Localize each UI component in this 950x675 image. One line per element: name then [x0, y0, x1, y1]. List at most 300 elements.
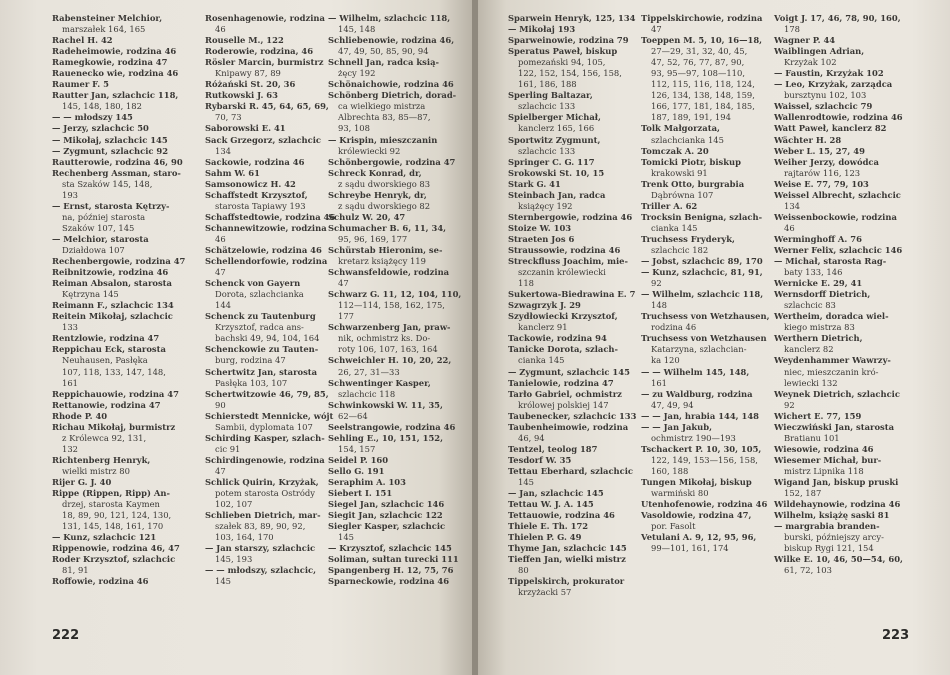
index-line: — Melchior, starosta: [52, 233, 149, 244]
index-line: 187, 189, 191, 194: [651, 112, 731, 123]
index-line: roty 106, 107, 163, 164: [338, 344, 438, 355]
index-line: Schertwitz Jan, starosta: [205, 366, 318, 377]
index-line: Schulz W. 20, 47: [328, 211, 406, 222]
index-line: Werminghoff A. 76: [774, 233, 862, 244]
index-line: Schenck zu Tautenburg: [205, 311, 316, 322]
index-line: Weiher Jerzy, dowódca: [774, 156, 879, 167]
index-line: niec, mieszczanin kró-: [784, 366, 879, 377]
index-line: 160, 188: [651, 465, 689, 476]
index-line: 61, 72, 103: [784, 565, 832, 576]
index-line: 92: [651, 278, 662, 289]
index-line: Voigt J. 17, 46, 78, 90, 160,: [774, 13, 901, 23]
index-line: 47, 49, 50, 85, 90, 94: [338, 46, 429, 57]
index-line: 161: [62, 377, 78, 388]
index-line: cianka 145: [518, 355, 565, 366]
index-line: 70, 73: [215, 112, 242, 123]
index-line: Pasłęka 103, 107: [215, 377, 288, 388]
index-line: Rechenbergowie, rodzina 47: [52, 256, 186, 267]
index-line: Tackowie, rodzina 94: [508, 333, 607, 344]
index-line: — Jan starszy, szlachcic: [205, 543, 316, 554]
index-line: Rosenhagenowie, rodzina: [205, 13, 325, 23]
index-line: starosta Tapiawy 193: [215, 200, 306, 211]
index-line: wielki mistrz 80: [62, 465, 130, 476]
index-line: Streckfluss Joachim, mie-: [508, 256, 628, 267]
index-line: Srokowski St. 10, 15: [508, 167, 605, 178]
index-line: Soliman, sułtan turecki 111: [328, 554, 459, 565]
index-line: Działdowa 107: [62, 244, 125, 255]
index-line: Taubenecker, szlachcic 133: [508, 410, 637, 421]
index-line: 47: [338, 278, 349, 289]
index-line: Tomicki Piotr, biskup: [641, 156, 741, 167]
index-line: 126, 134, 138, 148, 159,: [651, 90, 755, 101]
index-line: królewiecki 92: [338, 145, 401, 156]
index-line: warmiński 80: [651, 488, 709, 499]
index-line: Schumacher B. 6, 11, 34,: [328, 222, 447, 233]
index-line: — Jobst, szlachcic 89, 170: [641, 256, 763, 267]
index-line: Siebert I. 151: [328, 488, 393, 499]
index-line: 62—64: [338, 410, 368, 421]
index-column: [205, 13, 339, 587]
index-line: 47, 52, 76, 77, 87, 90,: [651, 57, 745, 68]
index-line: Szaków 107, 145: [62, 222, 135, 233]
index-column: [328, 13, 462, 587]
index-line: 131, 145, 148, 161, 170: [62, 521, 164, 532]
index-line: Rybarski R. 45, 64, 65, 69,: [205, 101, 329, 112]
index-line: 46, 94: [518, 432, 545, 443]
index-line: Reibnitzowie, rodzina 46: [52, 267, 169, 278]
index-line: Rautter Jan, szlachcic 118,: [52, 90, 179, 101]
index-line: Tippelskirchowie, rodzina: [641, 13, 763, 23]
index-line: Schenck von Gayern: [205, 278, 301, 289]
index-line: cic 91: [215, 443, 241, 454]
index-line: 80: [518, 565, 529, 576]
index-line: Rettanowie, rodzina 47: [52, 399, 161, 410]
index-line: Schenckowie zu Tauten-: [205, 344, 319, 355]
index-line: Schierstedt Mennicke, wójt: [205, 410, 334, 421]
index-line: por. Fasolt: [651, 521, 696, 532]
index-line: Rouselle M., 122: [205, 35, 284, 46]
index-line: Wiesemer Michał, bur-: [774, 454, 882, 465]
index-line: Utenhofenowie, rodzina 46: [641, 499, 768, 510]
index-line: 93, 108: [338, 123, 370, 134]
index-line: Schreck Konrad, dr,: [328, 167, 422, 178]
index-line: 27—29, 31, 32, 40, 45,: [651, 46, 748, 57]
index-line: Truchsess von Wetzhausen,: [641, 311, 770, 322]
index-line: burski, późniejszy arcy-: [784, 532, 884, 543]
index-line: Samsonowicz H. 42: [205, 178, 296, 189]
index-line: — Mikołaj 193: [508, 24, 576, 35]
index-line: Tieffen Jan, wielki mistrz: [508, 554, 626, 565]
index-line: Spangenberg H. 12, 75, 76: [328, 565, 454, 576]
index-line: marszałek 164, 165: [62, 24, 146, 35]
index-line: Wernicke E. 29, 41: [774, 278, 863, 289]
index-line: Kętrzyna 145: [62, 289, 119, 300]
index-line: Speratus Paweł, biskup: [508, 46, 618, 57]
index-line: 161, 186, 188: [518, 79, 577, 90]
index-line: 26, 27, 31—33: [338, 366, 400, 377]
index-line: 81, 91: [62, 565, 89, 576]
index-line: Truchsess von Wetzhausen: [641, 333, 767, 344]
index-line: szlachcic 83: [784, 300, 836, 311]
index-line: z Królewca 92, 131,: [62, 432, 147, 443]
index-line: 112—114, 158, 162, 175,: [338, 300, 445, 311]
index-line: Rautterowie, rodzina 46, 90: [52, 156, 183, 167]
index-line: 145: [518, 476, 534, 487]
index-line: 144: [215, 300, 231, 311]
index-line: — Faustin, Krzyżak 102: [774, 68, 884, 79]
index-line: Richtenberg Henryk,: [52, 454, 151, 465]
index-line: 122, 152, 154, 156, 158,: [518, 68, 622, 79]
index-line: Weynek Dietrich, szlachcic: [774, 388, 900, 399]
index-line: Toeppen M. 5, 10, 16—18,: [641, 35, 763, 46]
index-line: mistrz Lipnika 118: [784, 465, 864, 476]
index-line: 132: [62, 443, 78, 454]
index-line: — Wilhelm, szlachcic 118,: [641, 289, 764, 300]
index-line: Tolk Małgorzata,: [641, 123, 720, 134]
index-line: Rippe (Rippen, Ripp) An-: [52, 488, 170, 499]
index-line: 134: [784, 200, 800, 211]
index-line: kanclerz 165, 166: [518, 123, 595, 134]
index-line: Waiblingen Adrian,: [774, 46, 865, 57]
index-line: Weydenhammer Wawrzy-: [774, 355, 891, 366]
index-line: Różański St. 20, 36: [205, 79, 296, 90]
index-line: Tanielowie, rodzina 47: [508, 377, 614, 388]
index-line: Knipawy 87, 89: [215, 68, 281, 79]
index-line: szlachcic 133: [518, 145, 576, 156]
index-line: Springer C. G. 117: [508, 156, 595, 167]
index-line: Schannewitzowie, rodzina: [205, 222, 327, 233]
index-line: — — młodszy, szlachcic,: [205, 565, 317, 576]
index-line: Seraphim A. 103: [328, 476, 406, 487]
index-line: — — młodszy 145: [52, 112, 133, 123]
index-line: 47, 49, 94: [651, 399, 694, 410]
index-column: [641, 13, 775, 554]
index-line: Schnell Jan, radca ksią-: [328, 57, 439, 68]
index-line: 154, 157: [338, 443, 376, 454]
index-line: Wagner P. 44: [774, 35, 836, 46]
index-line: Wichert E. 77, 159: [774, 410, 862, 421]
index-line: Raumer F. 5: [52, 79, 109, 90]
index-line: lewiecki 132: [784, 377, 838, 388]
index-line: bachski 49, 94, 104, 164: [215, 333, 320, 344]
index-line: ca wielkiego mistrza: [338, 101, 426, 112]
index-line: Watt Paweł, kanclerz 82: [774, 123, 887, 134]
index-line: Schwentinger Kasper,: [328, 377, 431, 388]
index-column: [52, 13, 186, 587]
index-line: potem starosta Ostródy: [215, 488, 316, 499]
index-line: Schwinkowski W. 11, 35,: [328, 399, 443, 410]
index-line: Vetulani A. 9, 12, 95, 96,: [641, 532, 757, 543]
index-line: kiego mistrza 83: [784, 322, 855, 333]
index-line: kretarz książęcy 119: [338, 256, 426, 267]
index-line: Tesdorf W. 35: [508, 454, 572, 465]
index-line: 145, 148, 180, 182: [62, 101, 142, 112]
index-line: Rabensteiner Melchior,: [52, 13, 163, 23]
index-line: Szwagrzyk J. 29: [508, 300, 581, 311]
index-line: Schwarzenberg Jan, praw-: [328, 322, 451, 333]
index-line: Tentzel, teolog 187: [508, 443, 598, 454]
index-line: — Zygmunt, szlachcic 92: [52, 145, 169, 156]
index-line: 145, 148: [338, 24, 376, 35]
index-line: Krzysztof, radca ans-: [215, 322, 304, 333]
index-line: Waissel, szlachcic 79: [774, 101, 873, 112]
index-line: Wieczwiński Jan, starosta: [774, 421, 895, 432]
index-line: Roder Krzysztof, szlachcic: [52, 554, 176, 565]
index-line: Wildehaynowie, rodzina 46: [774, 499, 901, 510]
index-line: Schirdingenowie, rodzina: [205, 454, 325, 465]
index-line: Sperling Baltazar,: [508, 90, 593, 101]
index-line: Rutkowski J. 63: [205, 90, 278, 101]
index-line: Sello G. 191: [328, 465, 385, 476]
index-line: Roffowie, rodzina 46: [52, 576, 149, 587]
index-line: Tungen Mikołaj, biskup: [641, 476, 752, 487]
index-line: Tschackert P. 10, 30, 105,: [641, 443, 762, 454]
index-line: — Michał, starosta Rag-: [774, 256, 887, 267]
index-line: Neuhausen, Pasłęka: [62, 355, 148, 366]
index-line: 166, 177, 181, 184, 185,: [651, 101, 755, 112]
index-line: Straeten Jos 6: [508, 233, 575, 244]
index-line: sta Szaków 145, 148,: [62, 178, 153, 189]
index-line: 90: [215, 399, 226, 410]
index-line: Thielen P. G. 49: [508, 532, 582, 543]
index-line: — Krzysztof, szlachcic 145: [328, 543, 452, 554]
index-line: Schellendorfowie, rodzina: [205, 256, 328, 267]
index-line: Steinbach Jan, radca: [508, 189, 606, 200]
index-line: Rhode P. 40: [52, 410, 108, 421]
index-line: Siegler Kasper, szlachcic: [328, 521, 446, 532]
index-line: 145, 193: [215, 554, 253, 565]
index-line: Weissenbockowie, rodzina: [774, 211, 897, 222]
index-line: Schirding Kasper, szlach-: [205, 432, 325, 443]
index-line: Schaffstedtowie, rodzina 46: [205, 211, 336, 222]
index-line: 102, 107: [215, 499, 253, 510]
index-line: Katarzyna, szlachcian-: [651, 344, 747, 355]
index-line: Tettau Eberhard, szlachcic: [508, 465, 634, 476]
index-line: Wallenrodtowie, rodzina 46: [774, 112, 903, 123]
index-line: 47: [215, 267, 226, 278]
index-line: — Jan, szlachcic 145: [508, 488, 604, 499]
index-line: Straussowie, rodzina 46: [508, 244, 621, 255]
index-line: — — Jan, hrabia 144, 148: [641, 410, 759, 421]
index-line: drzej, starosta Kaymen: [62, 499, 160, 510]
index-line: Schwansfeldowie, rodzina: [328, 267, 450, 278]
index-line: Schlieben Dietrich, mar-: [205, 510, 321, 521]
index-column: [774, 13, 908, 576]
index-line: książęcy 192: [518, 200, 573, 211]
index-line: Radeheimowie, rodzina 46: [52, 46, 177, 57]
index-line: Bratianu 101: [784, 432, 840, 443]
index-line: Tanicke Dorota, szlach-: [508, 344, 618, 355]
index-line: Truchsess Fryderyk,: [641, 233, 735, 244]
index-line: — zu Waldburg, rodzina: [641, 388, 753, 399]
index-line: 161: [651, 377, 667, 388]
index-line: Rachel H. 42: [52, 35, 113, 46]
index-line: 107, 118, 133, 147, 148,: [62, 366, 166, 377]
index-line: Sparweinowie, rodzina 79: [508, 35, 629, 46]
index-line: Sackowie, rodzina 46: [205, 156, 305, 167]
index-line: Sparneckowie, rodzina 46: [328, 576, 450, 587]
index-line: 99—101, 161, 174: [651, 543, 729, 554]
index-line: Rauenecko wie, rodzina 46: [52, 68, 179, 79]
index-line: Dorota, szlachcianka: [215, 289, 304, 300]
index-line: Schliebenowie, rodzina 46,: [328, 35, 455, 46]
index-line: Reitein Mikołaj, szlachcic: [52, 311, 173, 322]
index-line: 178: [784, 24, 800, 35]
index-line: na, później starosta: [62, 211, 146, 222]
index-line: szlachcic 118: [338, 388, 396, 399]
index-line: Dąbrówna 107: [651, 189, 714, 200]
index-line: Seidel P. 160: [328, 454, 389, 465]
index-line: Krzyżak 102: [784, 57, 837, 68]
index-line: Wilke E. 10, 46, 50—54, 60,: [774, 554, 903, 565]
index-line: Schürstab Hieronim, se-: [328, 244, 443, 255]
index-line: pomezański 94, 105,: [518, 57, 606, 68]
index-line: Reppichauowie, rodzina 47: [52, 388, 179, 399]
index-line: Tomczak A. 20: [641, 145, 709, 156]
left-page: [0, 0, 472, 675]
index-line: — margrabia branden-: [774, 521, 880, 532]
index-line: 47: [651, 24, 662, 35]
index-line: 46: [784, 222, 795, 233]
index-line: 133: [62, 322, 78, 333]
index-line: baty 133, 146: [784, 267, 843, 278]
index-line: Tippelskirch, prokurator: [508, 576, 625, 587]
index-line: Thyme Jan, szlachcic 145: [508, 543, 627, 554]
index-line: Rösler Marcin, burmistrz: [205, 57, 324, 68]
index-line: Stark G. 41: [508, 178, 561, 189]
index-line: 152, 187: [784, 488, 822, 499]
index-line: rajtarów 116, 123: [784, 167, 861, 178]
index-line: Sack Grzegorz, szlachcic: [205, 134, 322, 145]
index-line: burg, rodzina 47: [215, 355, 286, 366]
index-line: Rippenowie, rodzina 46, 47: [52, 543, 180, 554]
index-line: Schätzelowie, rodzina 46: [205, 244, 322, 255]
index-line: Wigand Jan, biskup pruski: [774, 476, 899, 487]
index-line: — Zygmunt, szlachcic 145: [508, 366, 630, 377]
index-line: Thiele E. Th. 172: [508, 521, 589, 532]
index-line: ochmistrz 190—193: [651, 432, 736, 443]
index-line: Schönaichowie, rodzina 46: [328, 79, 454, 90]
index-line: 118: [518, 278, 534, 289]
index-column: [508, 13, 642, 598]
index-line: Taubenheimowie, rodzina: [508, 421, 629, 432]
index-line: 193: [62, 189, 78, 200]
index-line: Wernsdorff Dietrich,: [774, 289, 871, 300]
index-line: Schönberg Dietrich, dorad-: [328, 90, 457, 101]
index-line: Wilhelm, książę saski 81: [774, 510, 890, 521]
index-line: Schlick Quirin, Krzyżak,: [205, 476, 319, 487]
index-line: Stoize W. 103: [508, 222, 572, 233]
index-line: Schweichler H. 10, 20, 22,: [328, 355, 452, 366]
index-line: 47: [215, 465, 226, 476]
index-line: — Wilhelm, szlachcic 118,: [328, 13, 451, 23]
index-line: Schönbergowie, rodzina 47: [328, 156, 456, 167]
index-line: 122, 149, 153—156, 158,: [651, 454, 758, 465]
index-line: 18, 89, 90, 121, 124, 130,: [62, 510, 172, 521]
index-line: Triller A. 62: [641, 200, 698, 211]
index-line: 46: [215, 24, 226, 35]
index-line: Trocksin Benigna, szlach-: [641, 211, 763, 222]
index-line: Rechenberg Assman, staro-: [52, 167, 181, 178]
index-line: — Kunz, szlachcic, 81, 91,: [641, 267, 763, 278]
index-line: 93, 95—97, 108—110,: [651, 68, 746, 79]
index-line: krakowski 91: [651, 167, 708, 178]
index-line: Szydłowiecki Krzysztof,: [508, 311, 618, 322]
index-line: Spielberger Michał,: [508, 112, 601, 123]
index-line: Seelstrangowie, rodzina 46: [328, 421, 456, 432]
index-line: żęcy 192: [338, 68, 376, 79]
index-line: Wiesowie, rodzina 46: [774, 443, 874, 454]
index-line: z sądu dworskiego 83: [338, 178, 431, 189]
page-number: 223: [882, 628, 910, 643]
index-line: 148: [651, 300, 667, 311]
index-line: Sternbergowie, rodzina 46: [508, 211, 633, 222]
index-line: rodzina 46: [651, 322, 697, 333]
index-line: kanclerz 91: [518, 322, 568, 333]
index-line: Albrechta 83, 85—87,: [338, 112, 431, 123]
index-line: Reimann F., szlachcic 134: [52, 300, 174, 311]
index-line: szałek 83, 89, 90, 92,: [215, 521, 306, 532]
index-line: — Kunz, szlachcic 121: [52, 532, 157, 543]
index-line: Wächter H. 28: [774, 134, 842, 145]
index-line: Schertwitzowie 46, 79, 85,: [205, 388, 329, 399]
index-line: Rijer G. J. 40: [52, 476, 112, 487]
index-line: cianka 145: [651, 222, 698, 233]
index-line: szlachcianka 145: [651, 134, 724, 145]
index-line: Sukertowa-Biedrawina E. 7: [508, 289, 636, 300]
index-line: Schreybe Henryk, dr,: [328, 189, 427, 200]
index-line: szczanin królewiecki: [518, 267, 606, 278]
index-line: Reiman Absalon, starosta: [52, 278, 172, 289]
index-line: — Krispin, mieszczanin: [328, 134, 438, 145]
index-line: 112, 115, 116, 118, 124,: [651, 79, 755, 90]
index-line: — Jerzy, szlachcic 50: [52, 123, 149, 134]
index-line: Werthern Dietrich,: [774, 333, 863, 344]
index-line: Weise E. 77, 79, 103: [774, 178, 869, 189]
index-line: 145: [215, 576, 231, 587]
index-line: Schwarz G. 11, 12, 104, 110,: [328, 289, 462, 300]
index-line: szlachcic 133: [518, 101, 576, 112]
index-line: Roderowie, rodzina, 46: [205, 46, 314, 57]
index-line: Weber L. 15, 27, 49: [774, 145, 865, 156]
index-line: szlachcic 182: [651, 244, 709, 255]
index-line: Siegit Jan, szlachcic 122: [328, 510, 443, 521]
index-line: Sparwein Henryk, 125, 134: [508, 13, 636, 23]
index-line: — — Wilhelm 145, 148,: [641, 366, 750, 377]
index-line: Trenk Otto, burgrabia: [641, 178, 745, 189]
index-line: Tettauowie, rodzina 46: [508, 510, 615, 521]
index-line: Schaffstedt Krzysztof,: [205, 189, 308, 200]
index-line: krzyżacki 57: [518, 587, 572, 598]
index-line: Wertheim, doradca wiel-: [774, 311, 889, 322]
page-number: 222: [52, 628, 80, 643]
index-line: Richau Mikołaj, burmistrz: [52, 421, 176, 432]
index-line: 92: [784, 399, 795, 410]
index-line: biskup Rygi 121, 154: [784, 543, 874, 554]
index-line: 177: [338, 311, 354, 322]
index-line: 145: [338, 532, 354, 543]
index-line: — — Jan Jakub,: [641, 421, 713, 432]
index-line: kanclerz 82: [784, 344, 834, 355]
index-line: Sambii, dyplomata 107: [215, 421, 313, 432]
index-line: Tettau W. J. A. 145: [508, 499, 594, 510]
index-line: Rentzlowie, rodzina 47: [52, 333, 160, 344]
index-line: 103, 164, 170: [215, 532, 274, 543]
index-line: — Ernst, starosta Kętrzy-: [52, 200, 170, 211]
index-line: ka 120: [651, 355, 680, 366]
index-line: Weissel Albrecht, szlachcic: [774, 189, 901, 200]
index-line: 134: [215, 145, 231, 156]
